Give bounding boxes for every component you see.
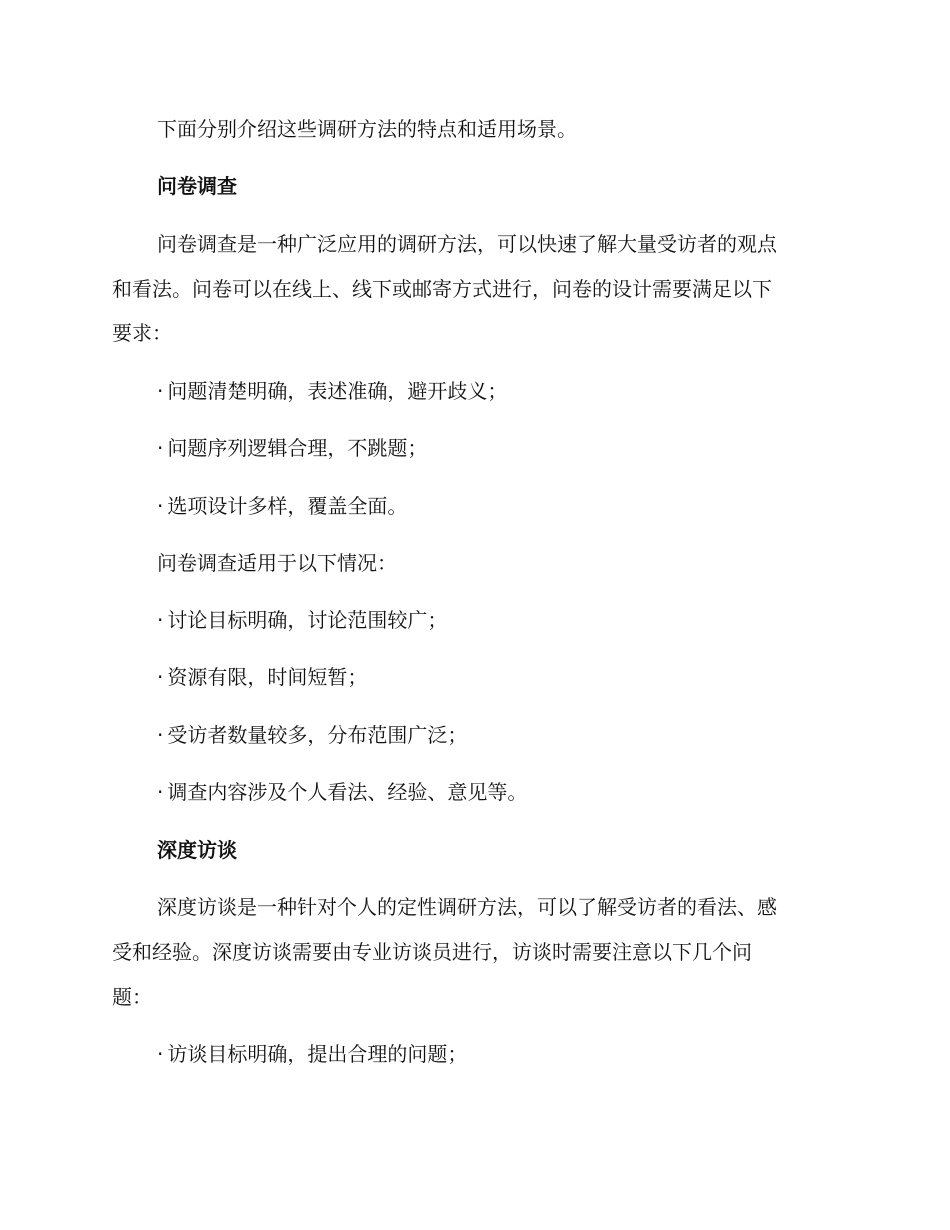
applicable-list-item (0, 606, 950, 634)
interview-paragraph-line-1: 深度访谈是一种针对个人的定性调研方法，可以了解受访者的看法、感 (157, 895, 777, 919)
applicable-intro: 问卷调查适用于以下情况： (157, 551, 397, 575)
bullet-marker: · (157, 379, 164, 403)
requirement-list-item (0, 434, 950, 462)
survey-heading: 问卷调查 (157, 174, 237, 198)
bullet-marker: · (157, 723, 164, 747)
applicable-list-item (0, 778, 950, 806)
requirement-text: 选项设计多样，覆盖全面。 (167, 494, 408, 518)
bullet-marker: · (157, 1042, 164, 1066)
applicable-text: 受访者数量较多，分布范围广泛； (167, 723, 468, 747)
survey-paragraph-line-3: 要求： (112, 321, 172, 345)
survey-paragraph-line-2: 和看法。问卷可以在线上、线下或邮寄方式进行，问卷的设计需要满足以下 (112, 277, 772, 301)
interview-note-list-item (0, 1040, 950, 1068)
intro-paragraph: 下面分别介绍这些调研方法的特点和适用场景。 (157, 117, 577, 141)
requirement-text: 问题清楚明确，表述准确，避开歧义； (167, 379, 508, 403)
applicable-text: 资源有限，时间短暂； (167, 665, 368, 689)
requirement-text: 问题序列逻辑合理，不跳题； (167, 436, 428, 460)
interview-note-text: 访谈目标明确，提出合理的问题； (167, 1042, 468, 1066)
applicable-list-item (0, 663, 950, 691)
requirement-list-item (0, 492, 950, 520)
interview-paragraph-line-2: 受和经验。深度访谈需要由专业访谈员进行，访谈时需要注意以下几个问 (112, 940, 752, 964)
bullet-marker: · (157, 494, 164, 518)
applicable-text: 调查内容涉及个人看法、经验、意见等。 (167, 780, 528, 804)
applicable-text: 讨论目标明确，讨论范围较广； (167, 608, 448, 632)
interview-paragraph-line-3: 题： (112, 985, 152, 1009)
bullet-marker: · (157, 665, 164, 689)
applicable-list-item (0, 721, 950, 749)
requirement-list-item (0, 377, 950, 405)
survey-paragraph-line-1: 问卷调查是一种广泛应用的调研方法，可以快速了解大量受访者的观点 (157, 232, 777, 256)
bullet-marker: · (157, 608, 164, 632)
bullet-marker: · (157, 780, 164, 804)
bullet-marker: · (157, 436, 164, 460)
interview-heading: 深度访谈 (157, 838, 237, 862)
